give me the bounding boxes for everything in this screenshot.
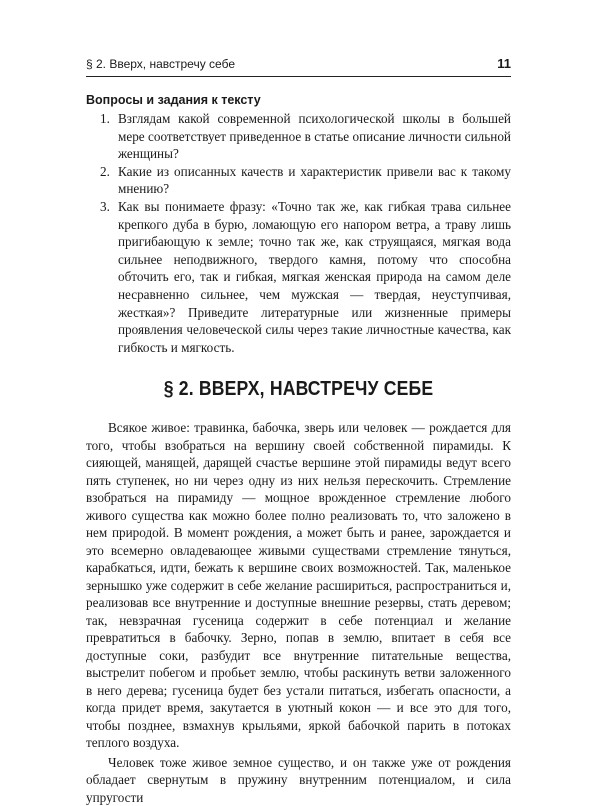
section-title: § 2. ВВЕРХ, НАВСТРЕЧУ СЕБЕ: [163, 378, 434, 401]
body-paragraph: Человек тоже живое земное существо, и он также уже от рождения обладает свернутым в пружину внутренним потенциалом, и сила упругости: [86, 754, 511, 805]
book-page: [86, 56, 511, 806]
question-item: [86, 198, 511, 356]
page-number: 11: [497, 56, 511, 71]
question-text: Взглядам какой современной психологической школы в большей мере соответствует приведенное в статье описание личности сильной женщины?: [118, 111, 511, 162]
question-number: 2.: [100, 163, 110, 179]
question-item: [86, 110, 511, 163]
running-head-title: § 2. Вверх, навстречу себе: [86, 57, 235, 71]
question-number: 1.: [100, 111, 110, 126]
question-text: Какие из описанных качеств и характеристик привели вас к такому мнению?: [118, 163, 511, 197]
running-head: [86, 56, 511, 77]
question-text: Как вы понимаете фразу: «Точно так же, как гибкая трава сильнее крепкого дуба в бурю, ломающую его напором ветра, а траву лишь пригибающую к земле; точно так же, как струящаяся, мягкая вода сильнее неподвижного, твердого камня, потому что способна обточить его, так и гибкая, мягкая женская природа на самом деле несравненно сильнее, чем мужская — твердая, неуступчивая, жесткая»? Приведите литературные или жизненные примеры проявления человеческой силы через такие личностные качества, как гибкость и мягкость.: [118, 198, 511, 355]
question-item: [86, 163, 511, 198]
body-paragraph: Всякое живое: травинка, бабочка, зверь или человек — рождается для того, чтобы взобраться на вершину своей собственной пирамиды. К сияющей, манящей, дарящей счастье вершине этой пирамиды ведут всего пять ступенек, но ни через одну из них нельзя перескочить. Стремление взобраться на пирамиду — мощное врожденное стремление любого живого существа как можно более полно реализовать то, что заложено в нем природой. В момент рождения, а может быть и ранее, зарождается и это всемерно овладевающее живыми существами стремление тянуться, карабкаться, идти, бежать к вершине своих возможностей. Так, маленькое зернышко уже содержит в себе желание расшириться, распространиться и, реализовав все внутренние и доступные внешние резервы, стать деревом; так, невзрачная гусеница содержит в себе потенциал и желание превратиться в бабочку. Зерно, попав в землю, впитает в себя все доступные соки, разбудит все внутренние питательные вещества, выстрелит побегом и пробьет землю, чтобы раскинуть ветви заложенного в него дерева; гусеница будет без устали питаться, избегать опасности, а когда придет время, закутается в уютный кокон — и все это для того, чтобы позднее, взмахнув крыльями, яркой бабочкой парить в потоках теплого воздуха.: [86, 420, 511, 751]
questions-list: [86, 110, 511, 356]
question-number: 3.: [100, 198, 110, 214]
questions-heading: Вопросы и задания к тексту: [86, 93, 261, 107]
